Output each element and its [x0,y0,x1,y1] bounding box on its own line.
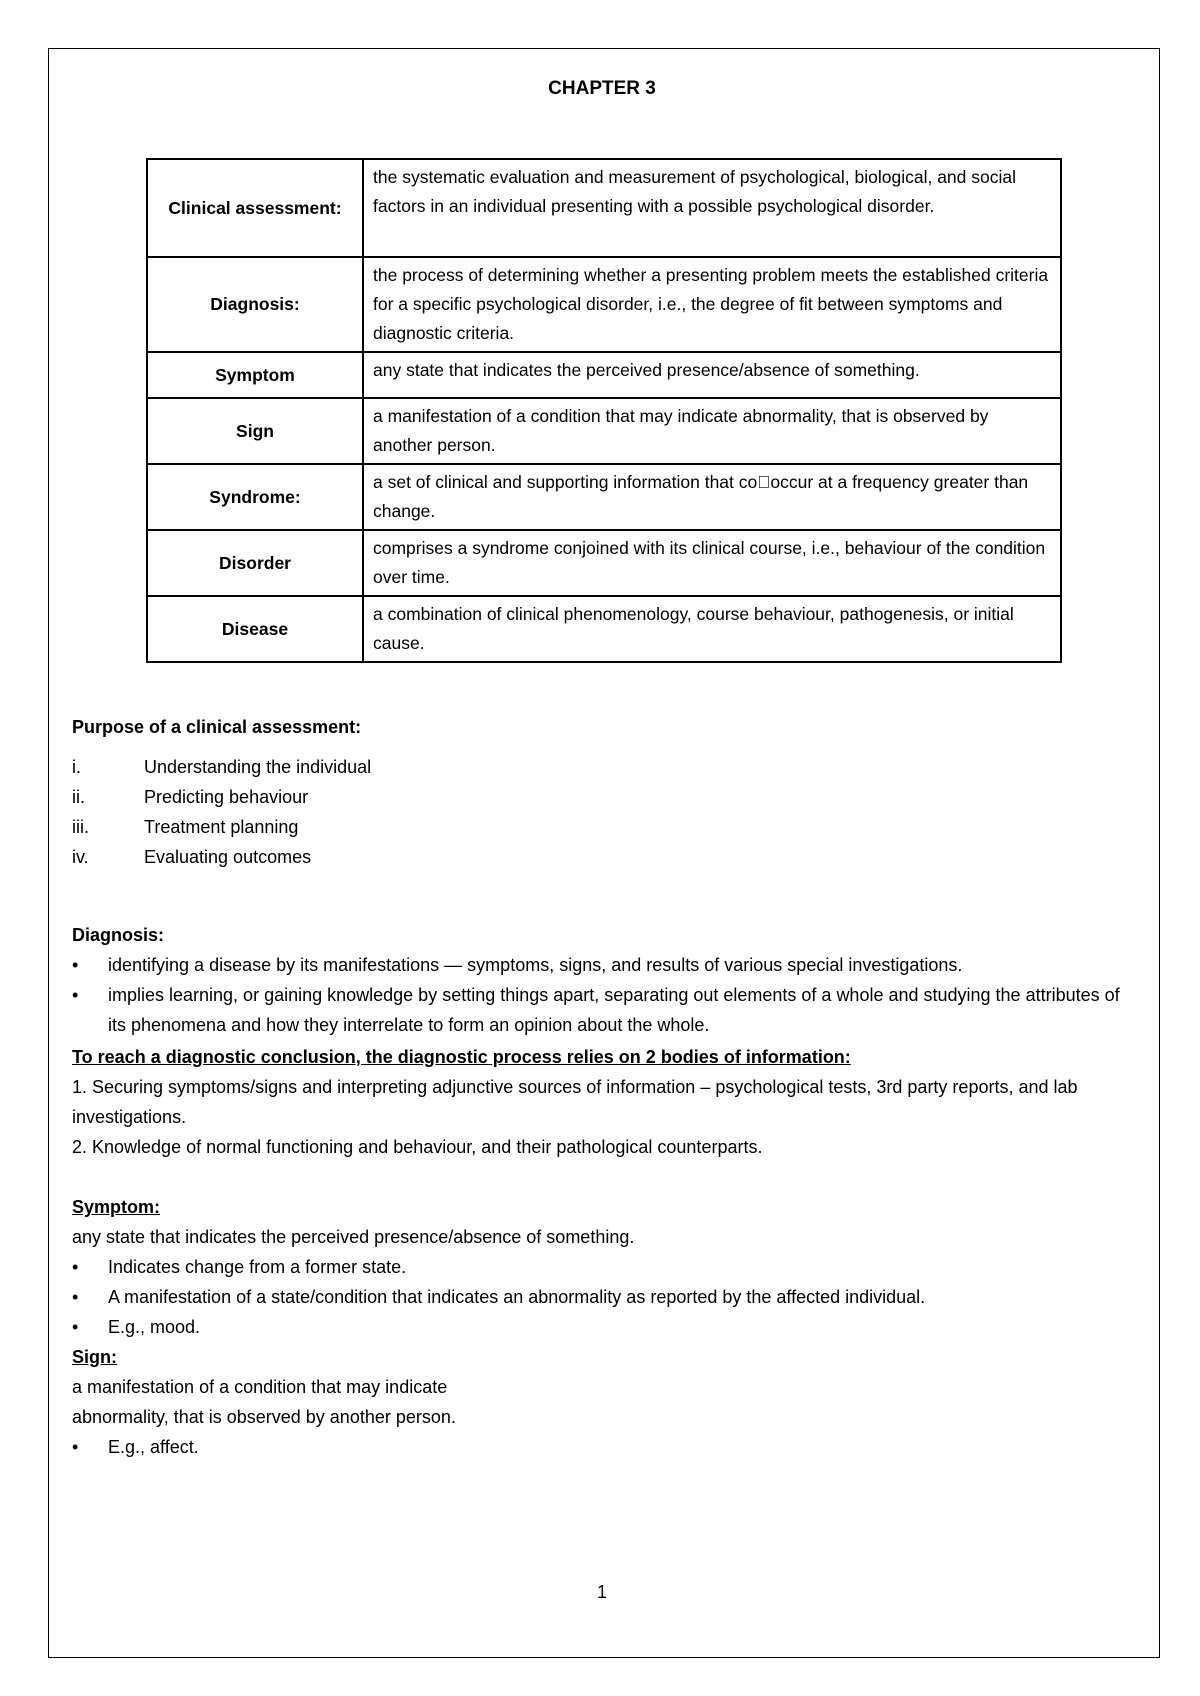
diagnostic-process-line-2: 2. Knowledge of normal functioning and behaviour, and their pathological counterparts. [72,1137,763,1157]
term-cell: Disorder [147,530,363,596]
sign-bullets [72,1432,1132,1462]
sign-definition-line-1: a manifestation of a condition that may indicate [72,1377,448,1397]
definition-cell: a manifestation of a condition that may indicate abnormality, that is observed by another person. [363,398,1061,464]
list-item: iii. Treatment planning [72,817,299,837]
list-item: • implies learning, or gaining knowledge by setting things apart, separating out elements of a whole and studying the attributes of its phenomena and how they interrelate to form an opinion about the whole. [72,980,1132,1040]
purpose-heading: Purpose of a clinical assessment: [72,717,362,737]
list-item: i. Understanding the individual [72,757,372,777]
table-row [147,352,1061,398]
term-cell: Syndrome: [147,464,363,530]
term-cell: Clinical assessment: [147,159,363,257]
term-cell: Sign [147,398,363,464]
purpose-list [72,752,1132,872]
symptom-bullets [72,1252,1132,1342]
diagnostic-process-line-1: 1. Securing symptoms/signs and interpreting adjunctive sources of information – psychological tests, 3rd party reports, and lab investigations. [72,1077,1078,1127]
symptom-section [72,1192,1132,1342]
table-row [147,398,1061,464]
symptom-heading: Symptom: [72,1197,161,1217]
list-item: • A manifestation of a state/condition that indicates an abnormality as reported by the affected individual. [72,1282,1132,1312]
term-cell: Disease [147,596,363,662]
list-item: • identifying a disease by its manifestations — symptoms, signs, and results of various special investigations. [72,950,1132,980]
term-cell: Diagnosis: [147,257,363,352]
list-item: ii. Predicting behaviour [72,787,309,807]
list-item: • Indicates change from a former state. [72,1252,1132,1282]
table-row [147,464,1061,530]
term-cell: Symptom [147,352,363,398]
definition-cell: any state that indicates the perceived presence/absence of something. [363,352,1061,398]
purpose-section [72,712,1132,872]
definitions-table [146,158,1062,663]
diagnosis-bullets [72,950,1132,1040]
diagnosis-heading: Diagnosis: [72,925,165,945]
sign-section [72,1342,1132,1462]
list-item: • E.g., affect. [72,1432,1132,1462]
definition-cell: the process of determining whether a presenting problem meets the established criteria for a specific psychological disorder, i.e., the degree of fit between symptoms and diagnostic criteria. [363,257,1061,352]
chapter-title: CHAPTER 3 [548,78,656,99]
list-item: • E.g., mood. [72,1312,1132,1342]
sign-heading: Sign: [72,1347,117,1367]
table-row [147,159,1061,257]
definition-cell: a combination of clinical phenomenology, course behaviour, pathogenesis, or initial cause. [363,596,1061,662]
definition-cell: a set of clinical and supporting information that co occur at a frequency greater than change. [363,464,1061,530]
table-row [147,596,1061,662]
definition-cell: the systematic evaluation and measurement of psychological, biological, and social factors in an individual presenting with a possible psychological disorder. [363,159,1061,257]
diagnostic-process-section [72,1042,1132,1162]
diagnosis-section [72,920,1132,1040]
definition-cell: comprises a syndrome conjoined with its clinical course, i.e., behaviour of the condition over time. [363,530,1061,596]
diagnostic-process-heading: To reach a diagnostic conclusion, the diagnostic process relies on 2 bodies of information: [72,1047,851,1067]
table-row [147,530,1061,596]
page-number: 1 [596,1582,607,1602]
list-item: iv. Evaluating outcomes [72,847,312,867]
sign-definition-line-2: abnormality, that is observed by another person. [72,1407,456,1427]
symptom-definition: any state that indicates the perceived presence/absence of something. [72,1227,635,1247]
table-row [147,257,1061,352]
